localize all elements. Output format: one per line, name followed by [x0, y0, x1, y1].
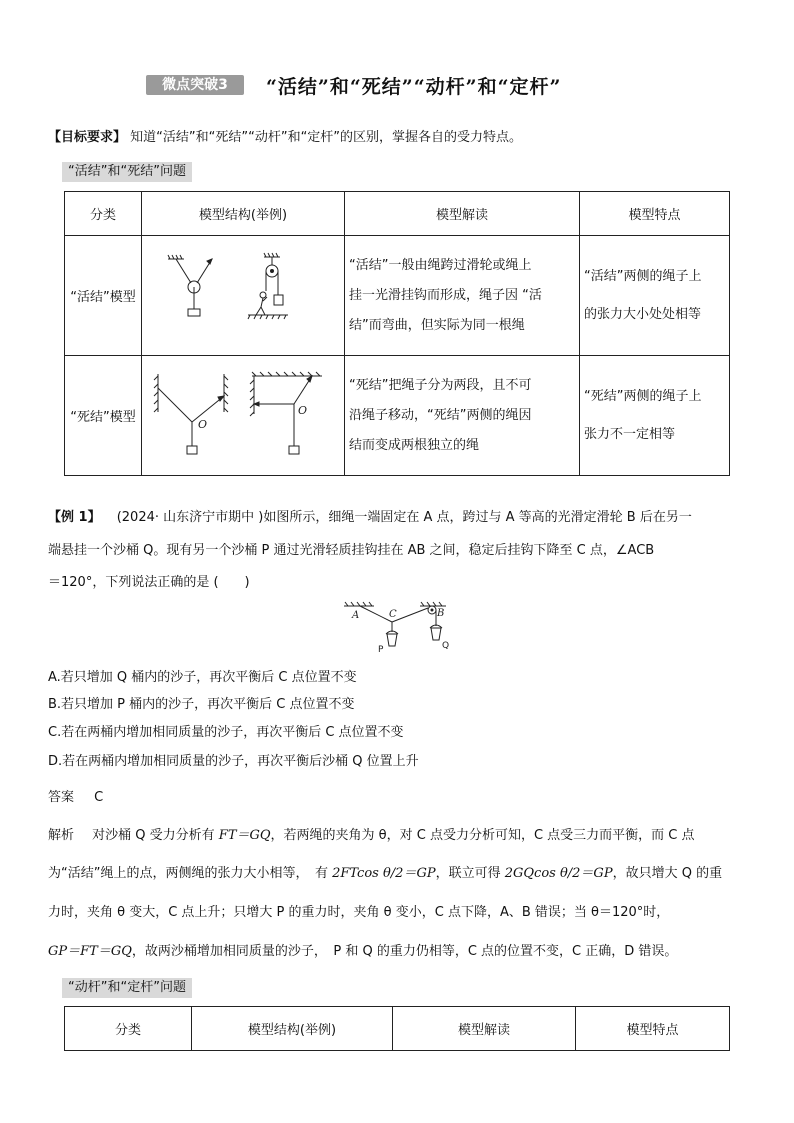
live-knot-diagram	[142, 236, 345, 356]
table-header: 模型解读	[393, 1007, 576, 1051]
page-title: “活结”和“死结”“动杆”和“定杆”	[266, 76, 562, 98]
analysis-text: 力时，夹角 θ 变大，C 点上升；只增大 P 的重力时，夹角 θ 变小，C 点下降，A、B 错误；当 θ＝120°时，	[48, 905, 670, 920]
example-text: 如图所示，细绳一端固定在 A 点，跨过与 A 等高的光滑定滑轮 B 后在另一	[263, 510, 692, 525]
equation: 2FTcos θ/2＝GP	[332, 866, 436, 881]
dead-knot-diagram	[142, 356, 345, 476]
equation: GP＝FT＝GQ	[48, 944, 132, 959]
feature-line: 的张力大小处处相等	[584, 306, 702, 322]
live-knot-figure	[148, 249, 338, 339]
analysis-label: 解析	[48, 828, 75, 843]
answer-value: C	[94, 790, 104, 805]
answer-label: 答案	[48, 790, 75, 805]
table-header: 模型结构(举例)	[142, 192, 345, 236]
table-header: 模型解读	[345, 192, 580, 236]
analysis-text: ，若两绳的夹角为 θ，对 C 点受力分析可知，C 点受三力而平衡，而 C 点	[270, 828, 695, 843]
feature-line: “死结”两侧的绳子上	[584, 388, 702, 404]
section1-tag: “活结”和“死结”问题	[62, 162, 192, 182]
analysis-line	[48, 826, 695, 846]
goal-line	[48, 128, 522, 148]
knot-label-o: O	[298, 403, 308, 417]
section-badge: 微点突破3	[146, 75, 244, 95]
model-interpretation	[345, 236, 580, 356]
analysis-text: 为“活结”绳上的点，两侧绳的张力大小相等， 有	[48, 866, 333, 881]
model-feature	[580, 356, 730, 476]
knot-table	[64, 191, 730, 476]
table-header: 模型结构(举例)	[192, 1007, 393, 1051]
analysis-text: ，联立可得	[435, 866, 505, 881]
table-header: 模型特点	[580, 192, 730, 236]
model-name: “死结”模型	[65, 356, 142, 476]
example-source: (2024· 山东济宁市期中 )	[116, 510, 264, 525]
point-b-label: B	[437, 608, 445, 619]
answer-line	[48, 788, 103, 808]
section2-tag: “动杆”和“定杆”问题	[62, 978, 192, 998]
example-label: 【例 1】	[48, 510, 101, 525]
analysis-text: ，故两沙桶增加相同质量的沙子， P 和 Q 的重力仍相等，C 点的位置不变，C 正确，D 错误。	[131, 944, 678, 959]
knot-label-o: O	[198, 417, 208, 431]
option-c: C.若在两桶内增加相同质量的沙子，再次平衡后 C 点位置不变	[48, 725, 404, 740]
bucket-p-label: P	[378, 645, 384, 655]
equation: FT＝GQ	[218, 828, 271, 843]
interp-line: 结而变成两根独立的绳	[349, 437, 480, 453]
pulley-figure	[340, 600, 460, 660]
table-row	[65, 356, 730, 476]
table-row	[65, 236, 730, 356]
interp-line: “活结”一般由绳跨过滑轮或绳上	[349, 257, 532, 273]
analysis-line	[48, 942, 677, 962]
example-line	[48, 508, 692, 528]
dead-knot-figure	[148, 366, 338, 462]
example-text: 端悬挂一个沙桶 Q。现有另一个沙桶 P 通过光滑轻质挂钩挂在 AB 之间，稳定后挂钩下降至 C 点，∠ACB	[48, 543, 655, 558]
feature-line: 张力不一定相等	[584, 426, 676, 442]
goal-text: 知道“活结”和“死结”“动杆”和“定杆”的区别，掌握各自的受力特点。	[130, 130, 523, 145]
option-d: D.若在两桶内增加相同质量的沙子，再次平衡后沙桶 Q 位置上升	[48, 754, 419, 769]
interp-line: 沿绳子移动，“死结”两侧的绳因	[349, 407, 532, 423]
bucket-q-label: Q	[442, 641, 450, 651]
point-c-label: C	[389, 609, 397, 620]
analysis-text: ，故只增大 Q 的重	[612, 866, 723, 881]
interp-line: 结”而弯曲，但实际为同一根绳	[349, 317, 525, 333]
table-header: 分类	[65, 1007, 192, 1051]
analysis-text: 对沙桶 Q 受力分析有	[92, 828, 219, 843]
rod-table	[64, 1006, 730, 1051]
table-header: 分类	[65, 192, 142, 236]
interp-line: “死结”把绳子分为两段，且不可	[349, 377, 532, 393]
equation: 2GQcos θ/2＝GP	[504, 866, 613, 881]
option-b: B.若只增加 P 桶内的沙子，再次平衡后 C 点位置不变	[48, 697, 355, 712]
feature-line: “活结”两侧的绳子上	[584, 268, 702, 284]
model-feature	[580, 236, 730, 356]
model-interpretation	[345, 356, 580, 476]
interp-line: 挂一光滑挂钩而形成，绳子因 “活	[349, 287, 542, 303]
table-header: 模型特点	[576, 1007, 730, 1051]
analysis-line	[48, 864, 722, 884]
model-name: “活结”模型	[65, 236, 142, 356]
goal-label: 【目标要求】	[48, 130, 127, 145]
point-a-label: A	[352, 610, 360, 621]
option-a: A.若只增加 Q 桶内的沙子，再次平衡后 C 点位置不变	[48, 670, 357, 685]
example-text: ＝120°，下列说法正确的是 ( )	[48, 575, 250, 590]
